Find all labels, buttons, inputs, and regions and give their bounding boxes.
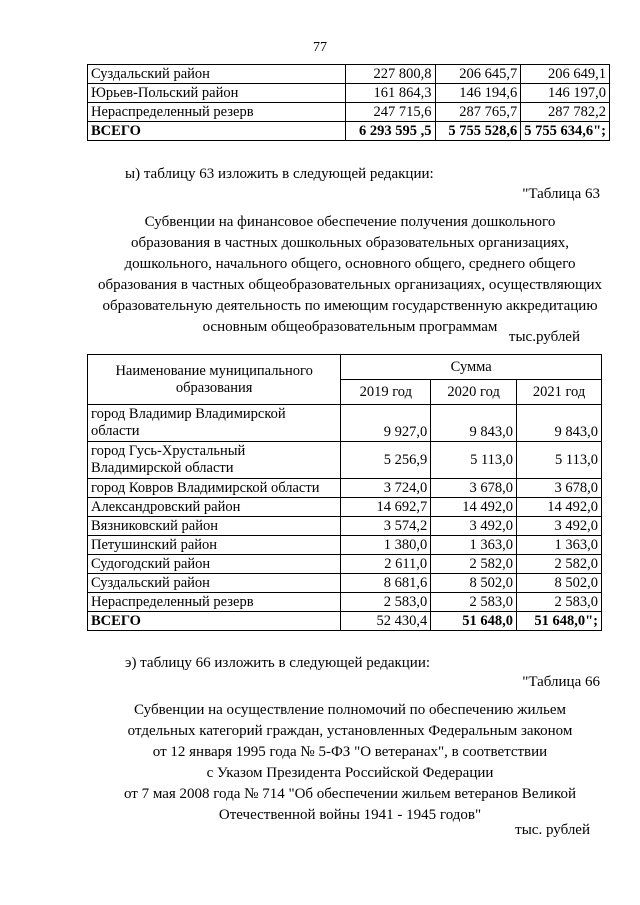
instruction-66: э) таблицу 66 изложить в следующей редакции: xyxy=(125,655,431,671)
value-2021: 3 678,0 xyxy=(517,479,602,498)
table-row xyxy=(88,84,610,103)
title-line: образовательную деятельность по имеющим государственную аккредитацию xyxy=(102,298,598,314)
table-row xyxy=(88,574,602,593)
value-2019: 3 724,0 xyxy=(341,479,431,498)
row-name: Суздальский район xyxy=(88,65,346,84)
value-2021: 5 113,0 xyxy=(517,442,602,479)
title-line: от 12 января 1995 года № 5-ФЗ "О ветеранах", в соответствии xyxy=(152,744,548,760)
value-2020: 9 843,0 xyxy=(431,405,517,442)
value-2021: 1 363,0 xyxy=(517,536,602,555)
value-2019: 2 583,0 xyxy=(341,593,431,612)
table-row xyxy=(88,405,602,442)
value-2019: 3 574,2 xyxy=(341,517,431,536)
row-name: Нераспределенный резерв xyxy=(88,593,341,612)
value-2021: 146 197,0 xyxy=(521,84,610,103)
total-2019: 52 430,4 xyxy=(341,612,431,631)
header-name: Наименование муниципального образования xyxy=(88,355,341,405)
row-name: Александровский район xyxy=(88,498,341,517)
table-66-label: "Таблица 66 xyxy=(522,674,600,690)
title-63 xyxy=(80,212,620,338)
top-table xyxy=(87,64,610,141)
value-2019: 8 681,6 xyxy=(341,574,431,593)
title-line: Субвенции на осуществление полномочий по обеспечению жильем xyxy=(134,702,566,718)
unit-63: тыс.рублей xyxy=(508,329,580,345)
value-2019: 5 256,9 xyxy=(341,442,431,479)
table-row xyxy=(88,65,610,84)
header-row xyxy=(88,355,602,380)
header-year-2020: 2020 год xyxy=(431,380,517,405)
total-2021: 51 648,0"; xyxy=(517,612,602,631)
total-row xyxy=(88,612,602,631)
table-row xyxy=(88,498,602,517)
page-number: 77 xyxy=(313,40,327,55)
value-2021: 14 492,0 xyxy=(517,498,602,517)
value-2021: 287 782,2 xyxy=(521,103,610,122)
header-year-2019: 2019 год xyxy=(341,380,431,405)
title-line: образования в частных дошкольных образовательных организациях, xyxy=(131,235,569,251)
title-line: дошкольного, начального общего, основного общего, среднего общего xyxy=(124,256,576,272)
total-2019: 6 293 595 ,5 xyxy=(345,122,435,141)
value-2019: 161 864,3 xyxy=(345,84,435,103)
value-2021: 2 583,0 xyxy=(517,593,602,612)
title-66 xyxy=(80,700,620,826)
value-2020: 2 582,0 xyxy=(431,555,517,574)
total-label: ВСЕГО xyxy=(88,612,341,631)
total-2020: 5 755 528,6 xyxy=(435,122,521,141)
row-name: Нераспределенный резерв xyxy=(88,103,346,122)
table-row xyxy=(88,536,602,555)
table-row xyxy=(88,555,602,574)
header-sum: Сумма xyxy=(341,355,602,380)
row-name: город Владимир Владимирской области xyxy=(88,405,341,442)
value-2019: 2 611,0 xyxy=(341,555,431,574)
row-name: город Ковров Владимирской области xyxy=(88,479,341,498)
subventions-table-63 xyxy=(87,354,602,631)
value-2021: 3 492,0 xyxy=(517,517,602,536)
row-name: Суздальский район xyxy=(88,574,341,593)
title-line: с Указом Президента Российской Федерации xyxy=(206,765,494,781)
table-row xyxy=(88,593,602,612)
value-2021: 2 582,0 xyxy=(517,555,602,574)
table-row xyxy=(88,442,602,479)
value-2019: 247 715,6 xyxy=(345,103,435,122)
row-name: Судогодский район xyxy=(88,555,341,574)
title-line: Отечественной войны 1941 - 1945 годов" xyxy=(218,807,482,823)
value-2020: 287 765,7 xyxy=(435,103,521,122)
row-name: Петушинский район xyxy=(88,536,341,555)
instruction-63: ы) таблицу 63 изложить в следующей редакции: xyxy=(125,166,434,182)
table-row xyxy=(88,517,602,536)
value-2020: 8 502,0 xyxy=(431,574,517,593)
value-2020: 1 363,0 xyxy=(431,536,517,555)
total-2021: 5 755 634,6"; xyxy=(521,122,610,141)
value-2020: 3 678,0 xyxy=(431,479,517,498)
table-row xyxy=(88,479,602,498)
table-63-label: "Таблица 63 xyxy=(522,186,600,202)
value-2020: 206 645,7 xyxy=(435,65,521,84)
value-2021: 8 502,0 xyxy=(517,574,602,593)
title-line: отдельных категорий граждан, установленных Федеральным законом xyxy=(127,723,573,739)
title-line: основным общеобразовательным программам xyxy=(202,319,498,335)
title-line: образования в частных общеобразовательных организациях, осуществляющих xyxy=(97,277,603,293)
title-line: Субвенции на финансовое обеспечение получения дошкольного xyxy=(144,214,556,230)
row-name: город Гусь-Хрустальный Владимирской области xyxy=(88,442,341,479)
header-year-2021: 2021 год xyxy=(517,380,602,405)
row-name: Вязниковский район xyxy=(88,517,341,536)
value-2020: 3 492,0 xyxy=(431,517,517,536)
value-2020: 14 492,0 xyxy=(431,498,517,517)
value-2020: 2 583,0 xyxy=(431,593,517,612)
total-row xyxy=(88,122,610,141)
value-2019: 227 800,8 xyxy=(345,65,435,84)
value-2019: 14 692,7 xyxy=(341,498,431,517)
value-2019: 9 927,0 xyxy=(341,405,431,442)
value-2020: 146 194,6 xyxy=(435,84,521,103)
value-2021: 206 649,1 xyxy=(521,65,610,84)
table-row xyxy=(88,103,610,122)
total-label: ВСЕГО xyxy=(88,122,346,141)
total-2020: 51 648,0 xyxy=(431,612,517,631)
value-2020: 5 113,0 xyxy=(431,442,517,479)
row-name: Юрьев-Польский район xyxy=(88,84,346,103)
value-2019: 1 380,0 xyxy=(341,536,431,555)
title-line: от 7 мая 2008 года № 714 "Об обеспечении жильем ветеранов Великой xyxy=(123,786,577,802)
unit-66: тыс. рублей xyxy=(515,822,590,838)
value-2021: 9 843,0 xyxy=(517,405,602,442)
